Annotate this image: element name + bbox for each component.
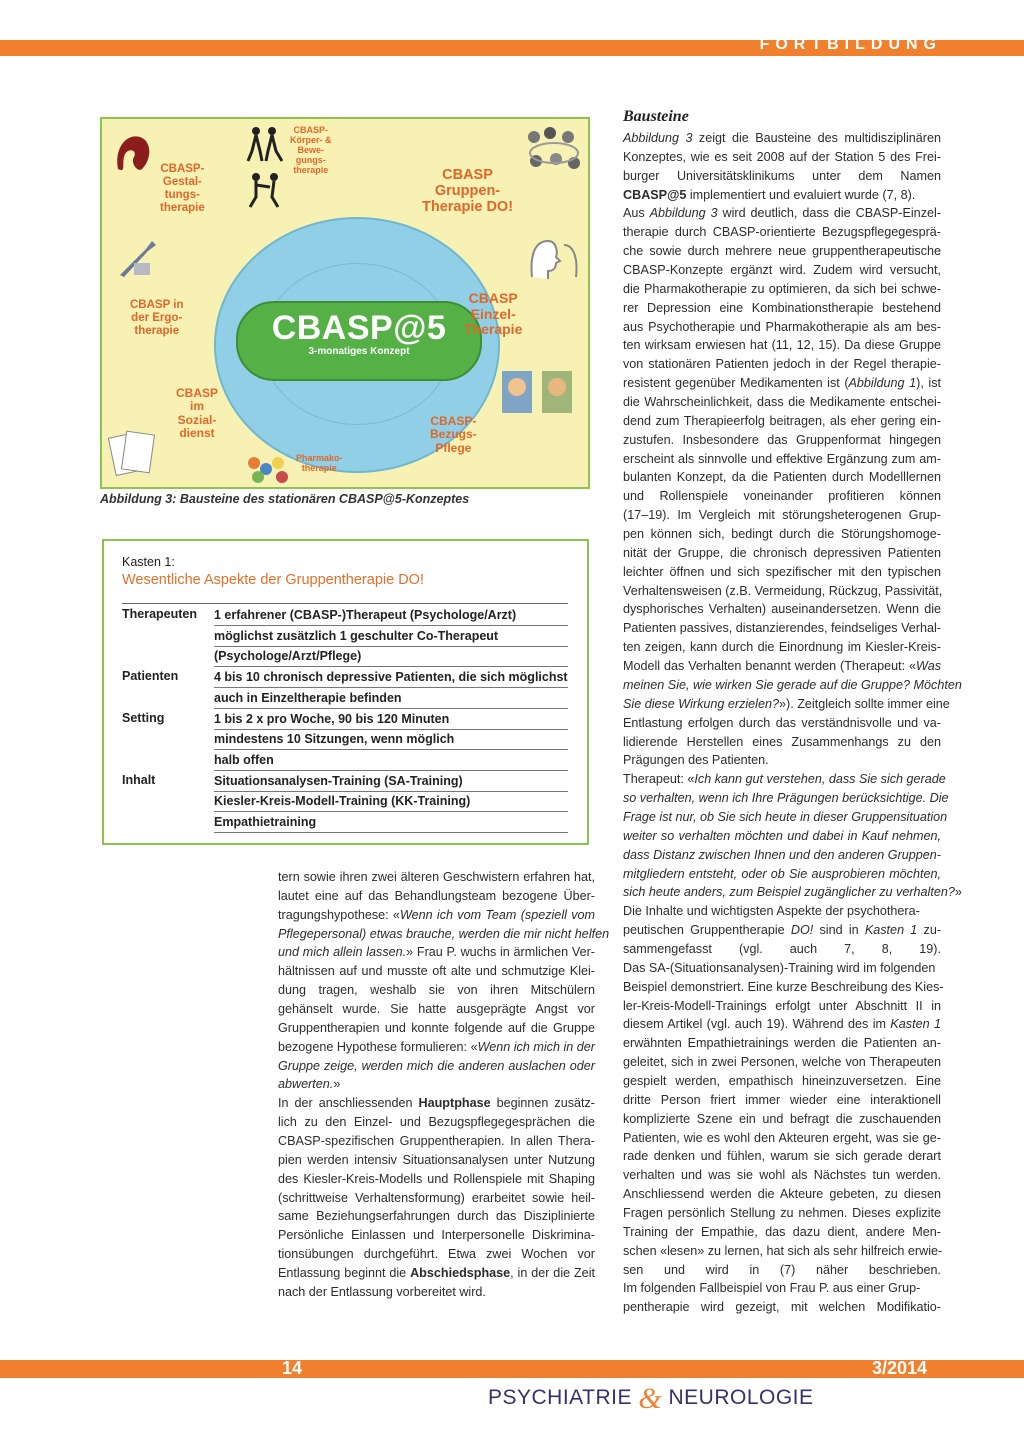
segment-sozialdienst: CBASP im Sozial- dienst [176, 386, 219, 441]
dancing-figures-icon [242, 123, 288, 209]
text-line: Patienten passives, distanzierendes, feindseliges Verhal- [623, 621, 941, 636]
text-line: Persönliche Einlassen und Interpersonelle Diskrimina- [278, 1228, 595, 1243]
segment-gestaltungstherapie: CBASP- Gestal- tungs- therapie [160, 163, 205, 214]
text-line: Frage ist nur, ob Sie sich heute in dieser Gruppensituation [623, 809, 948, 824]
text-line: Anschliessend werden die Akteure gebeten, zu diesen [623, 1187, 941, 1202]
documents-icon [108, 425, 158, 481]
text-line: tionsübungen durchgeführt. Etwa zwei Wochen vor [278, 1247, 595, 1262]
box-row-label: Inhalt [122, 772, 156, 787]
text-line: lautet eine auf das Behandlungsteam bezogene Über- [278, 888, 595, 903]
text-line: Das SA-(Situationsanalysen)-Training wird im folgenden [623, 960, 936, 975]
text-line: Therapeut: «Ich kann gut verstehen, dass Sie sich gerade [623, 772, 946, 787]
text-line: lich zu den Einzel- und Bezugspflegegesprächen die [278, 1115, 595, 1130]
group-people-icon [522, 123, 586, 183]
box-row-value: Empathietraining [214, 812, 568, 833]
text-line: CBASP@5 implementiert und evaluiert wurde (7, 8). [623, 187, 916, 202]
text-line: so verhalten, wenn ich Ihre Prägungen berücksichtige. Die [623, 791, 949, 806]
text-line: Sie diese Wirkung erzielen?»). Zeitgleich sollte immer eine [623, 696, 950, 711]
text-line: sen und wird in (7) näher beschrieben. [623, 1262, 941, 1277]
text-line: pen können sich, bedingt durch die Störungshomoge- [623, 527, 941, 542]
box-row-value: Kiesler-Kreis-Modell-Training (KK-Training) [214, 791, 568, 812]
text-line: Gruppentherapien und konnte folgende auf die Gruppe [278, 1020, 595, 1035]
figure-cbasp-building-blocks [100, 117, 590, 489]
text-line: peutischen Gruppentherapie DO! sind in Kasten 1 zu- [623, 923, 942, 938]
text-line: Beispiel demonstriert. Eine kurze Beschreibung des Kies- [623, 979, 944, 994]
text-line: Die Inhalte und wichtigsten Aspekte der psychothera- [623, 904, 920, 919]
box-row-value: Situationsanalysen-Training (SA-Training) [214, 771, 568, 792]
text-line: Entlassung beginnt die Abschiedsphase, in der die Zeit [278, 1266, 595, 1281]
text-line: die Wahrscheinlichkeit, dass die Medikamente entschei- [623, 395, 941, 410]
text-line: burger Universitätsklinikums unter dem Namen [623, 168, 941, 183]
text-line: hältnissen auf und musste oft alte und schmutzige Klei- [278, 964, 595, 979]
text-column-middle [278, 868, 610, 1302]
text-line: rade denken und fühlen, warum sie sich gerade derart [623, 1149, 941, 1164]
box-row-label: Patienten [122, 669, 179, 684]
text-line: komplizierte Szene ein und befragt die zuschauenden [623, 1111, 941, 1126]
text-line: und mich allein lassen.» Frau P. wuchs in ärmlichen Ver- [278, 945, 595, 960]
text-line: che sowie durch mehrere neue gruppentherapeutische [623, 244, 941, 259]
pottery-tool-icon [116, 237, 158, 279]
text-line: CBASP-Konzepte ergänzt wird. Zudem wird versucht, [623, 263, 941, 278]
text-line: Pflegepersonal) etwas brauche, werden die mir nicht helfen [278, 926, 610, 941]
text-line: pentherapie wird gezeigt, mit welchen Modifikatio- [623, 1300, 941, 1315]
text-line: geleitet, sich in zwei Personen, welche von Therapeuten [623, 1055, 941, 1070]
box-row-label: Therapeuten [122, 607, 198, 621]
text-line: die Pharmakotherapie zu optimieren, da sich bei schwe- [623, 281, 941, 296]
box-row-value: 1 bis 2 x pro Woche, 90 bis 120 Minuten [214, 709, 568, 730]
text-line: resistent gegenüber Medikamenten ist (Abbildung 1), ist [623, 376, 941, 391]
text-line: therapie durch CBASP-orientierte Bezugspflegegesprä- [623, 225, 941, 240]
text-line: leichter öffnen und sich spezifischer mit den typischen [623, 564, 941, 579]
text-line: same Beziehungserfahrungen durch das Disziplinierte [278, 1209, 595, 1224]
center-label [236, 301, 482, 381]
text-column-right [623, 129, 962, 1317]
text-line: nität der Gruppe, die chronisch depressiven Patienten [623, 545, 941, 560]
text-line: erwähnten Empathietrainings werden die Patienten an- [623, 1036, 941, 1051]
segment-koerpertherapie: CBASP- Körper- & Bewe- gungs- therapie [290, 125, 332, 176]
journal-ampersand: & [638, 1382, 663, 1415]
text-line: aus Psychotherapie und Pharmakotherapie als am bes- [623, 319, 941, 334]
box-row-value: mindestens 10 Sitzungen, wenn möglich [214, 729, 568, 750]
text-line: erscheint als sinnvolle und effektive Ergänzung zum am- [623, 451, 941, 466]
text-line: tern sowie ihren zwei älteren Geschwistern erfahren hat, [278, 870, 595, 884]
text-line: rer Depression eine Kombinationstherapie bestehend [623, 300, 941, 315]
box-subtitle: Wesentliche Aspekte der Gruppentherapie DO! [122, 572, 424, 588]
text-line: (schrittweise Verhaltensformung) erarbeitet sowie heil- [278, 1190, 595, 1205]
text-line: diesem Artikel (vgl. auch 19). Während des im Kasten 1 [623, 1017, 941, 1032]
text-line: zustufen. Insbesondere das Gruppenformat hingegen [623, 432, 941, 447]
segment-ergotherapie: CBASP in der Ergo- therapie [130, 299, 184, 337]
text-line: Modell das Verhalten benannt werden (Therapeut: «Was [623, 659, 941, 674]
center-title: CBASP@5 [271, 309, 447, 347]
section-label: FORTBILDUNG [759, 36, 942, 53]
text-line: (17–19). Im Vergleich mit störungsheterogenen Grup- [623, 508, 941, 523]
text-line: Aus Abbildung 3 wird deutlich, dass die CBASP-Einzel- [623, 206, 941, 221]
silhouette-faces-icon [112, 129, 156, 177]
text-line: dysphorisches Verhalten) auseinandersetzen. Wenn die [623, 602, 941, 617]
text-line: tragungshypothese: «Wenn ich vom Team (speziell vom [278, 907, 595, 922]
footer-bar [0, 1360, 1024, 1378]
text-line: bezogene Hypothese formulieren: «Wenn ich mich in der [278, 1039, 595, 1054]
box-title: Kasten 1: [122, 555, 175, 569]
box-row-value: (Psychologe/Arzt/Pflege) [214, 646, 568, 667]
text-line: verhalten und was sie wohl als Nächstes tun werden. [623, 1168, 941, 1183]
box-row-value: halb offen [214, 750, 568, 771]
text-line: Abbildung 3 zeigt die Bausteine des multidisziplinären [623, 131, 941, 145]
journal-name-b: NEUROLOGIE [668, 1386, 814, 1409]
section-heading: Bausteine [623, 108, 689, 125]
box-row-label: Setting [122, 710, 165, 725]
box-row-value: auch in Einzeltherapie befinden [214, 688, 568, 709]
text-line: lidierende Herstellen eines Zusammenhangs zu den [623, 734, 941, 749]
segment-einzeltherapie: CBASP Einzel- Therapie [464, 290, 523, 338]
text-line: gehänselt wurde. Sie hatte ausgeprägte Angst vor [278, 1002, 595, 1017]
text-line: Gruppe zeige, werden mich die anderen auslachen oder [278, 1058, 595, 1073]
text-line: schen «lesen» zu lernen, hat sich als sehr hilfreich erwie- [623, 1243, 943, 1258]
text-line: Im folgenden Fallbeispiel von Frau P. aus einer Grup- [623, 1281, 921, 1296]
text-line: In der anschliessenden Hauptphase beginnen zusätz- [278, 1096, 595, 1111]
text-line: des Kiesler-Kreis-Modells und Rollenspiele mit Shaping [278, 1171, 595, 1186]
text-line: mitgliedern entsteht, oder ob Sie ausprobieren möchten, [623, 866, 941, 881]
text-line: Prägungen des Patienten. [623, 753, 769, 768]
text-line: abwerten.» [278, 1077, 341, 1092]
text-line: gespielt werden, empathisch hineinzuversetzen. Eine [623, 1073, 941, 1088]
text-line: ten wirksam erwiesen hat (11, 12, 15). Da diese Gruppe [623, 338, 941, 353]
text-line: dritte Person friert immer wieder eine interaktionell [623, 1092, 941, 1107]
talking-heads-icon [526, 227, 582, 283]
text-line: von stationären Patienten jedoch in der Regel therapie- [623, 357, 941, 372]
journal-logo [488, 1382, 814, 1416]
issue-number: 3/2014 [872, 1358, 928, 1378]
pills-icon [244, 451, 294, 485]
text-line: ten zeigen, kann durch die Einordnung im Kiesler-Kreis- [623, 640, 941, 655]
text-line: weiter so verhalten möchten und dabei in Kauf nehmen, [623, 828, 941, 843]
box-rule [122, 603, 568, 604]
text-line: CBASP-spezifischen Gruppentherapien. In allen Thera- [278, 1134, 595, 1149]
text-line: ler-Kreis-Modell-Trainings erfolgt unter Abschnitt II in [623, 998, 941, 1013]
text-line: sich heute anders, zum Beispiel zugänglicher zu verhalten?» [623, 885, 962, 900]
text-line: dass Distanz zwischen Ihnen und den anderen Gruppen- [623, 847, 941, 862]
text-line: nach der Entlassung vorbereitet wird. [278, 1284, 486, 1299]
text-line: Training der Empathie, das dazu dient, andere Men- [623, 1224, 941, 1239]
text-line: Patienten, wie es wohl den Akteuren ergeht, was sie ge- [623, 1130, 941, 1145]
box-row-value: 4 bis 10 chronisch depressive Patienten, die sich möglichst [214, 667, 568, 688]
page-number: 14 [282, 1358, 303, 1378]
text-line: meinen Sie, wie wirken Sie gerade auf die Gruppe? Möchten [623, 677, 962, 692]
text-line: Konzeptes, wie es seit 2008 auf der Station 5 des Frei- [623, 149, 941, 164]
text-line: sammengefasst (vgl. auch 7, 8, 19). [623, 941, 941, 956]
text-line: Verhaltensweisen (z.B. Vermeidung, Rückzug, Passivität, [623, 583, 943, 598]
text-line: dung tragen, weshalb sie von ihren Mitschülern [278, 983, 595, 998]
journal-name-a: PSYCHIATRIE [488, 1386, 632, 1409]
text-line: pien werden intensiv Situationsanalysen unter Nutzung [278, 1152, 595, 1167]
text-line: dend zum Therapieerfolg beitragen, als eher gering ein- [623, 413, 941, 428]
text-line: Fragen persönlich Stellung zu nehmen. Dieses explizite [623, 1205, 941, 1220]
text-line: Entlastung erfolgen durch das verständnisvolle und va- [623, 715, 941, 730]
segment-bezugspflege: CBASP- Bezugs- Pflege [430, 414, 477, 455]
box-row-value: möglichst zusätzlich 1 geschulter Co-Therapeut [214, 626, 568, 647]
talking-faces-icon [500, 365, 576, 415]
text-line: und Rollenspiele voneinander profitieren können [623, 489, 941, 504]
segment-pharmakotherapie: Pharmako- therapie [296, 453, 343, 474]
info-box [102, 539, 589, 845]
figure-caption: Abbildung 3: Bausteine des stationären CBASP@5-Konzeptes [100, 492, 470, 506]
text-line: bulanten Konzept, da die Patienten durch Modelllernen [623, 470, 941, 485]
segment-gruppentherapie: CBASP Gruppen- Therapie DO! [422, 167, 514, 216]
box-row-value: 1 erfahrener (CBASP-)Therapeut (Psychologe/Arzt) [214, 605, 568, 626]
center-subtitle: 3-monatiges Konzept [308, 346, 410, 357]
